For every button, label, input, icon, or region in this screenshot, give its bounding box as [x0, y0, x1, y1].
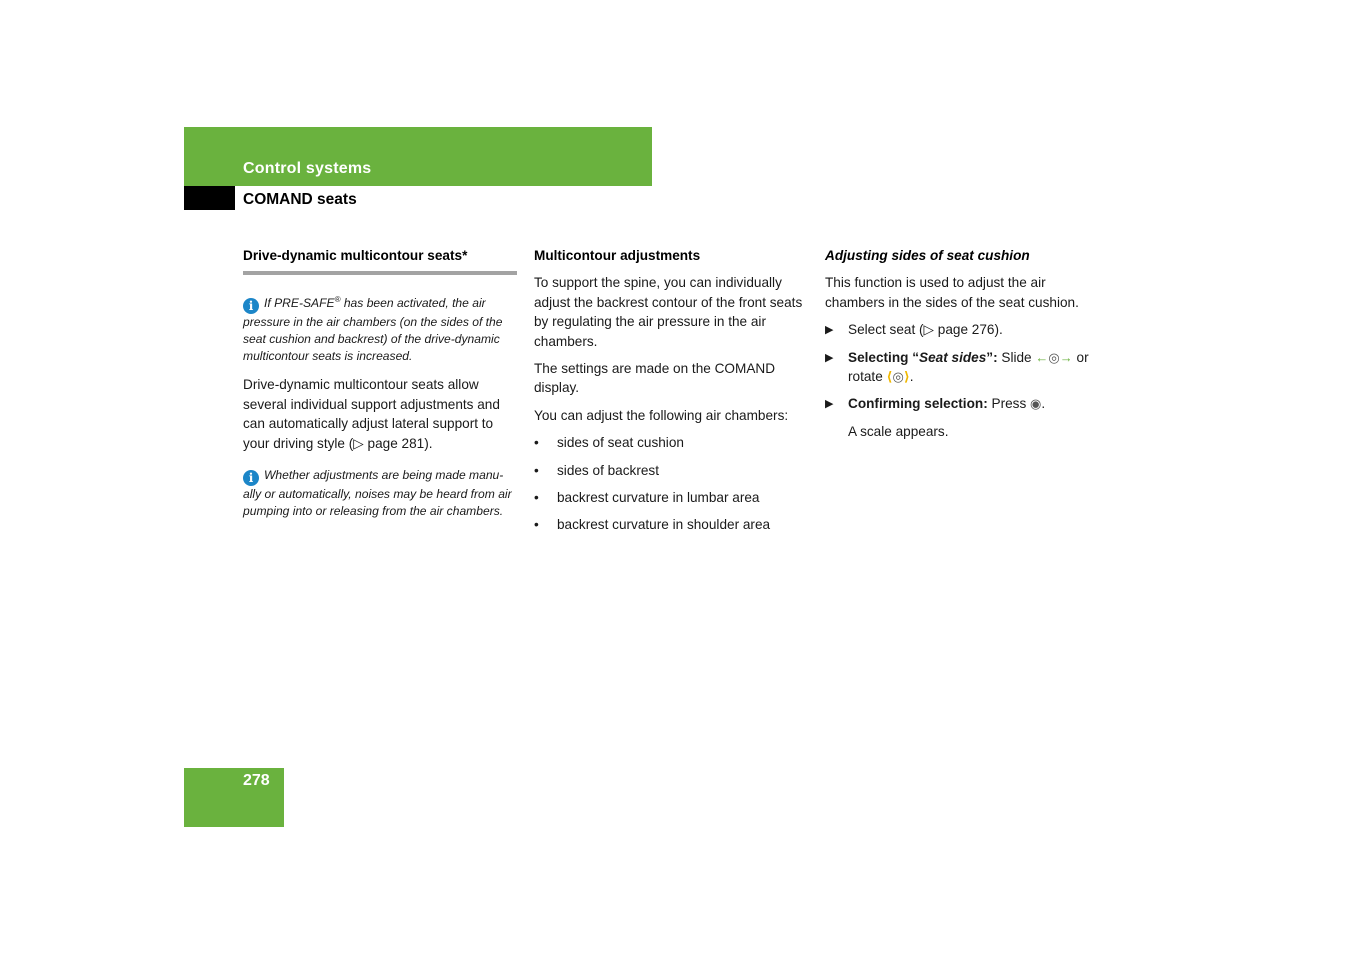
air-chamber-list — [534, 433, 810, 535]
step-result: A scale appears. — [848, 423, 949, 439]
note-text: If PRE-SAFE — [264, 296, 335, 311]
step-label: Confirming selection: — [848, 396, 988, 412]
section-title: Control systems — [243, 160, 372, 177]
step-arrow-icon: ▶ — [825, 351, 834, 364]
step-arrow-icon: ▶ — [825, 324, 834, 337]
step-item: ▶ Confirming selection: Press ◉. — [825, 394, 1105, 413]
slide-left-right-controller-icon: ←◎→ — [1035, 349, 1073, 365]
info-note — [243, 467, 517, 520]
rotate-controller-icon: ⟨◎⟩ — [886, 369, 910, 385]
press-controller-icon: ◉ — [1030, 396, 1042, 412]
page-number: 278 — [243, 772, 270, 789]
list-item: • backrest curvature in shoulder area — [534, 515, 810, 534]
step-text: Select seat (▷ page 276). — [848, 322, 1003, 338]
step-item — [825, 320, 1105, 339]
subsection-title: COMAND seats — [243, 191, 357, 208]
list-item: • sides of seat cushion — [534, 433, 810, 452]
step-item: ▶ Selecting “Seat sides”: Slide ←◎→ or rotate ⟨◎⟩. — [825, 349, 1089, 385]
heading-rule — [243, 271, 517, 275]
instruction-steps — [825, 320, 1105, 441]
column-middle — [534, 246, 810, 543]
step-label: Selecting “Seat sides”: — [848, 349, 998, 365]
column-left — [243, 246, 517, 530]
registered-mark: ® — [334, 295, 341, 305]
note-text: Whether adjustments are being made manu-ally or automatically, noises may be heard from air pumping into or releasing from the air chambers. — [243, 468, 512, 519]
column-heading: Drive-dynamic multicontour seats* — [243, 248, 468, 263]
note-text-rest: has been activated, the air pressure in the air chambers (on the sides of the seat cushion and backrest) of the drive-dynamic multicontour seats is increased. — [243, 296, 503, 364]
column-right — [825, 246, 1105, 449]
body-paragraph: You can adjust the following air chambers: — [534, 407, 789, 423]
column-heading: Multicontour adjustments — [534, 248, 701, 263]
body-paragraph: This function is used to adjust the air chambers in the sides of the seat cushion. — [825, 275, 1079, 310]
subsection-marker — [184, 186, 235, 210]
body-paragraph: To support the spine, you can individually adjust the backrest contour of the front seats by regulating the air pressure in the air chambers. — [534, 275, 803, 349]
list-item: • backrest curvature in lumbar area — [534, 488, 810, 507]
info-icon: i — [243, 298, 259, 314]
list-item: • sides of backrest — [534, 461, 810, 480]
body-paragraph: Drive-dynamic multicontour seats allow several individual support adjustments and can automatically adjust lateral support to your driving style (▷ page 281). — [243, 377, 500, 451]
column-heading: Adjusting sides of seat cushion — [825, 248, 1030, 263]
body-paragraph: The settings are made on the COMAND display. — [534, 361, 776, 396]
step-arrow-icon: ▶ — [825, 398, 834, 411]
info-note — [243, 291, 517, 365]
info-icon: i — [243, 470, 259, 486]
